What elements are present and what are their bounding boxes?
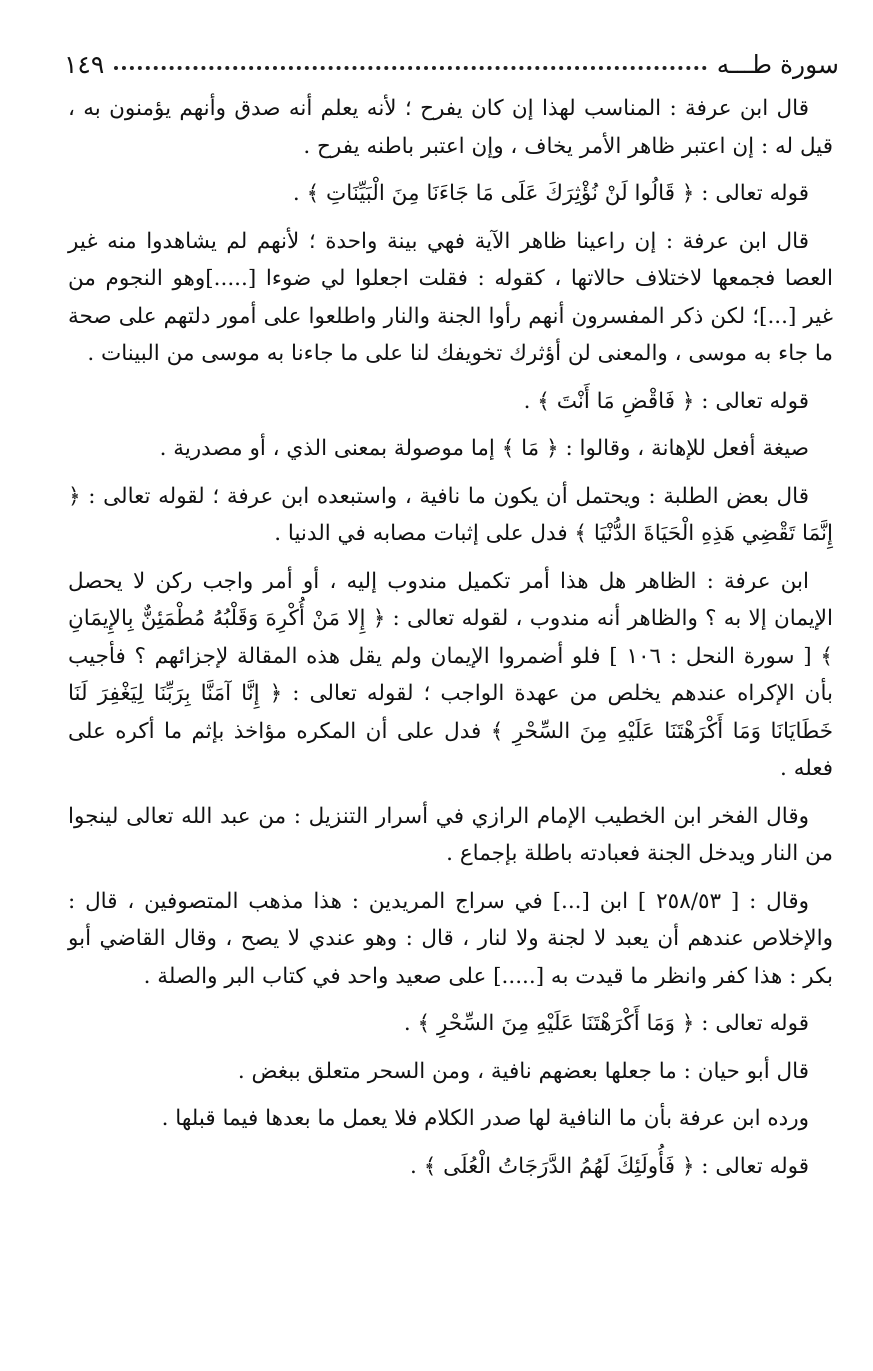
paragraph-7: وقال : [ ٢٥٨/٥٣ ] ابن [...] في سراج المريدين : هذا مذهب المتصوفين ، قال : والإخلاص عندهم أن يعبد لا لجنة ولا لنار ، قال : وهو عندي لا يصح ، وقال القاضي أبو بكر : هذا كفر وانظر ما قيدت به [.....] على صعيد واحد في كتاب البر والصلة . — [68, 888, 833, 989]
verse-line-1: قوله تعالى : ﴿ قَالُوا لَنْ نُؤْثِرَكَ عَلَى مَا جَاءَنَا مِنَ الْبَيِّنَاتِ ﴾ . — [292, 181, 809, 206]
paragraph-3: صيغة أفعل للإهانة ، وقالوا : ﴿ مَا ﴾ إما موصولة بمعنى الذي ، أو مصدرية . — [159, 436, 809, 461]
paragraph-5: ابن عرفة : الظاهر هل هذا أمر تكميل مندوب إليه ، أو أمر واجب ركن لا يحصل الإيمان إلا به ؟ والظاهر أنه مندوب ، لقوله تعالى : ﴿ إِلا مَنْ أُكْرِهَ وَقَلْبُهُ مُطْمَئِنٌّ بِالإِيمَانِ ﴾ [ سورة النحل : ١٠٦ ] فلو أضمروا الإيمان ولم يقل هذه المقالة لإجزائهم ؟ فأجيب بأن الإكراه عندهم يخلص من عهدة الواجب ؛ لقوله تعالى : ﴿ إِنَّا آمَنَّا بِرَبِّنَا لِيَغْفِرَ لَنَا خَطَايَانَا وَمَا أَكْرَهْتَنَا عَلَيْهِ مِنَ السِّحْرِ ﴾ فدل على أن المكره مؤاخذ بإثم ما أكره على فعله . — [68, 568, 834, 781]
paragraph-8: قال أبو حيان : ما جعلها بعضهم نافية ، ومن السحر متعلق ببغض . — [237, 1058, 809, 1084]
paragraph-2: قال ابن عرفة : إن راعينا ظاهر الآية فهي بينة واحدة ؛ لأنهم لم يشاهدوا منه غير العصا فجمعها لاختلاف حالاتها ، كقوله : فقلت اجعلوا لي ضوءا [.....]وهو النجوم من غير [...]؛ لكن ذكر المفسرون أنهم رأوا الجنة والنار واطلعوا على أمور دلتهم على صحة ما جاء به موسى ، والمعنى لن أؤثرك تخويفك لنا على ما جاءنا به موسى من البينات . — [68, 228, 833, 366]
paragraph-1: قال ابن عرفة : المناسب لهذا إن كان يفرح ؛ لأنه يعلم أنه صدق وأنهم يؤمنون به ، قيل له : إن اعتبر ظاهر الأمر يخاف ، وإن اعتبر باطنه يفرح . — [68, 96, 833, 159]
verse-line-2: قوله تعالى : ﴿ فَاقْضِ مَا أَنْتَ ﴾ . — [523, 388, 809, 414]
verse-line-3: قوله تعالى : ﴿ وَمَا أَكْرَهْتَنَا عَلَيْهِ مِنَ السِّحْرِ ﴾ . — [403, 1011, 809, 1036]
paragraph-4: قال بعض الطلبة : ويحتمل أن يكون ما نافية ، واستبعده ابن عرفة ؛ لقوله تعالى : ﴿ إِنَّمَا تَقْضِي هَذِهِ الْحَيَاةَ الدُّنْيَا ﴾ فدل على إثبات مصابه في الدنيا . — [68, 483, 833, 546]
verse-line-4: قوله تعالى : ﴿ فَأُولَئِكَ لَهُمُ الدَّرَجَاتُ الْعُلَى ﴾ . — [410, 1153, 809, 1179]
paragraph-9: ورده ابن عرفة بأن ما النافية لها صدر الكلام فلا يعمل ما بعدها فيما قبلها . — [161, 1106, 809, 1131]
surah-title: سورة طـــه — [716, 49, 839, 79]
running-header — [64, 44, 839, 84]
dotted-leader — [114, 66, 706, 70]
page-number: ١٤٩ — [64, 49, 105, 79]
paragraph-6: وقال الفخر ابن الخطيب الإمام الرازي في أسرار التنزيل : من عبد الله تعالى لينجوا من النار ويدخل الجنة فعبادته باطلة بإجماع . — [68, 803, 833, 866]
page-body — [68, 90, 833, 1195]
